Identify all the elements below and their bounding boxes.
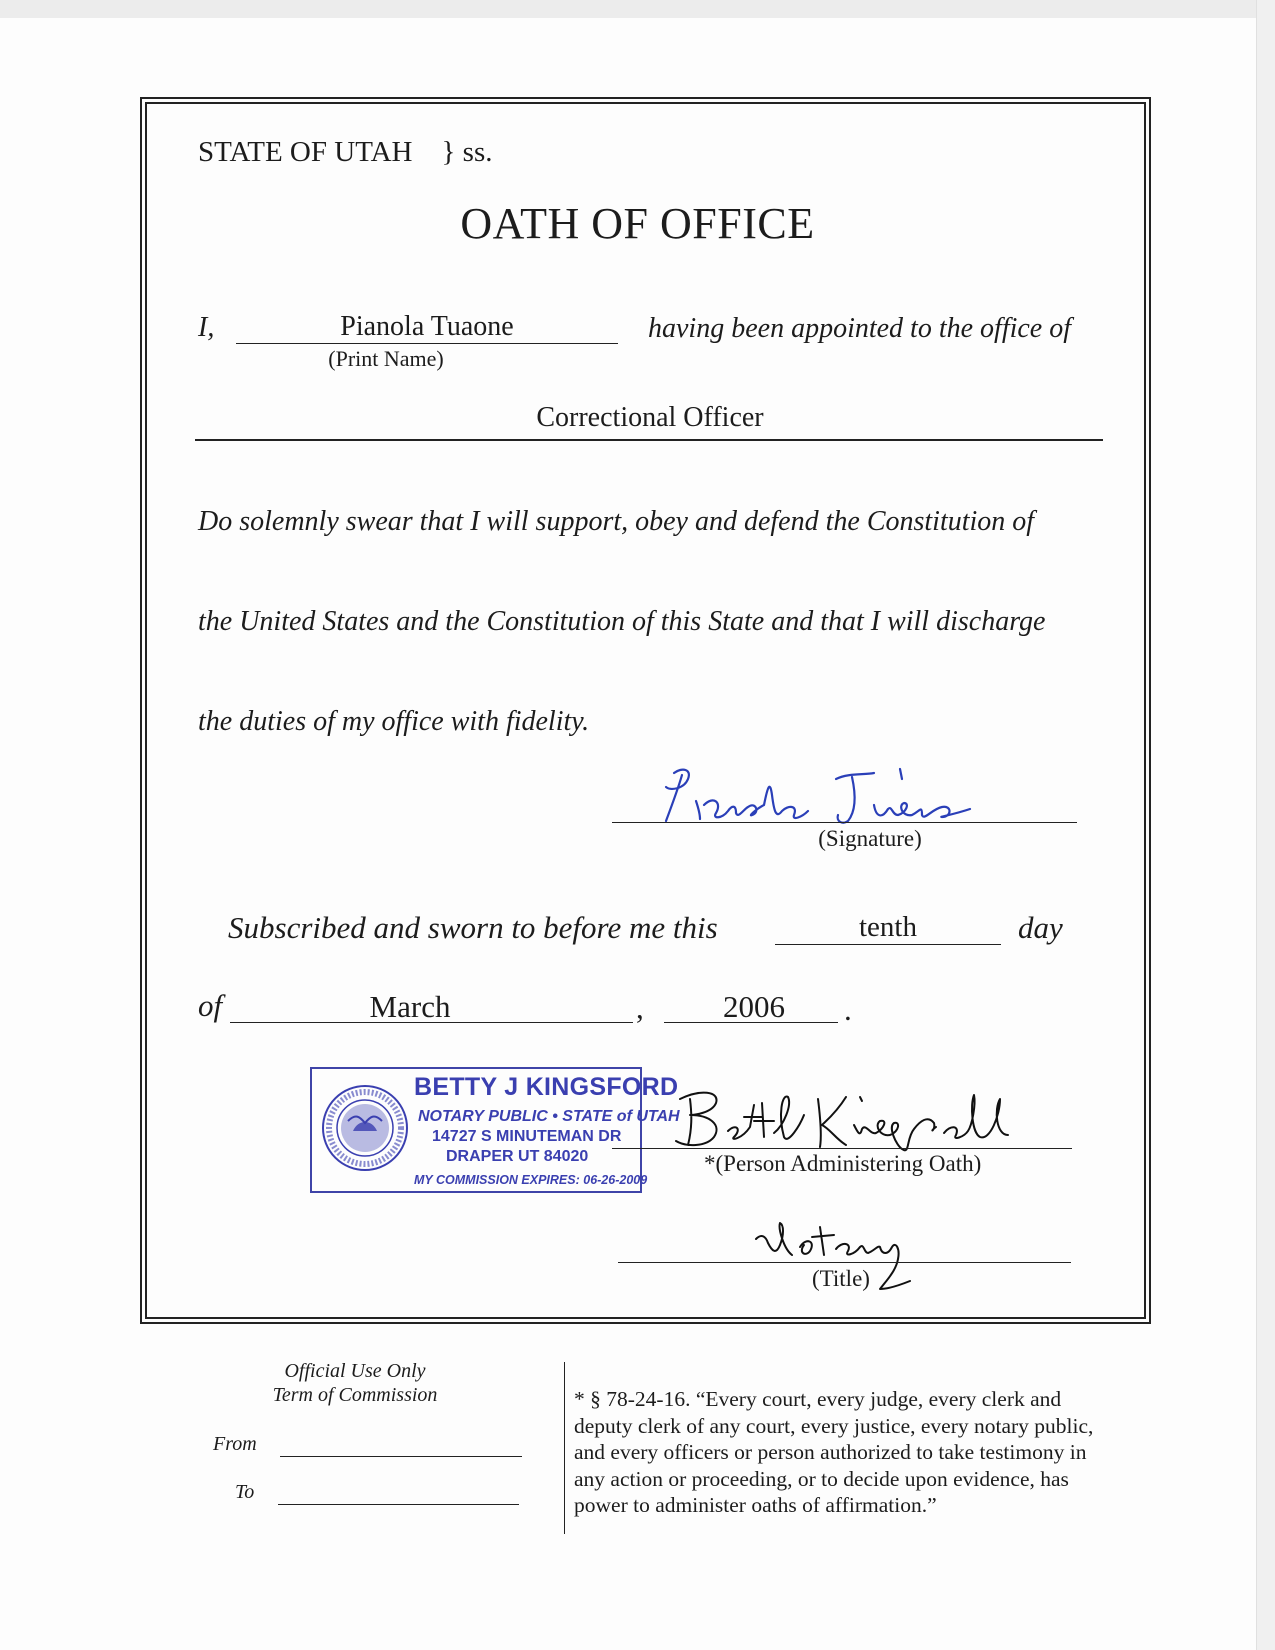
to-label: To <box>235 1481 255 1503</box>
office-line <box>195 439 1103 441</box>
notary-title: NOTARY PUBLIC • STATE of UTAH <box>418 1108 680 1125</box>
term-of-commission-heading: Term of Commission <box>272 1384 438 1406</box>
oath-text-line-2: the United States and the Constitution of this State and that I will discharge <box>198 606 1046 637</box>
day-word: day <box>1018 910 1063 945</box>
print-name-line <box>236 343 618 344</box>
print-name-value: Pianola Tuaone <box>340 311 514 342</box>
month-value: March <box>369 989 451 1024</box>
brace: } <box>441 136 456 168</box>
notary-street: 14727 S MINUTEMAN DR <box>432 1128 622 1145</box>
signature-caption: (Signature) <box>818 826 922 851</box>
footer-divider <box>564 1362 565 1534</box>
venue-line <box>198 136 492 169</box>
period: . <box>844 992 852 1027</box>
notary-stamp <box>310 1067 680 1193</box>
day-value: tenth <box>859 911 917 943</box>
title-caption: (Title) <box>812 1266 870 1291</box>
oath-text-line-1: Do solemnly swear that I will support, obey and defend the Constitution of <box>198 506 1035 537</box>
state-seal-icon <box>320 1083 410 1173</box>
notary-city: DRAPER UT 84020 <box>446 1148 589 1165</box>
title-line <box>618 1262 1071 1263</box>
statute-line: any action or proceeding, or to decide upon evidence, has <box>574 1466 1069 1491</box>
print-name-caption: (Print Name) <box>328 346 444 371</box>
appointed-text: having been appointed to the office of <box>648 313 1072 344</box>
comma: , <box>636 990 644 1025</box>
signature-line <box>612 822 1077 823</box>
i-label: I, <box>198 312 215 343</box>
scan-top-edge <box>0 0 1275 18</box>
statute-line: power to administer oaths of affirmation.” <box>574 1493 937 1517</box>
office-value: Correctional Officer <box>536 402 764 433</box>
of-word: of <box>198 988 223 1023</box>
sworn-prefix: Subscribed and sworn to before me this <box>228 910 718 945</box>
notary-commission-expiry: MY COMMISSION EXPIRES: 06-26-2009 <box>414 1173 648 1187</box>
statute-line: and every officers or person authorized to take testimony in <box>574 1440 1087 1464</box>
administrator-line <box>612 1148 1072 1149</box>
statute-line: deputy clerk of any court, every justice, every notary public, <box>574 1413 1094 1438</box>
handwritten-signature <box>652 765 982 827</box>
state-label: STATE OF UTAH <box>198 136 413 168</box>
statute-line: * § 78-24-16. “Every court, every judge, every clerk and <box>574 1387 1062 1411</box>
notary-name: BETTY J KINGSFORD <box>414 1073 679 1101</box>
administrator-signature <box>670 1085 1050 1155</box>
oath-text-line-3: the duties of my office with fidelity. <box>198 706 590 737</box>
administrator-caption: *(Person Administering Oath) <box>704 1151 982 1176</box>
year-value: 2006 <box>723 989 785 1024</box>
ss-label: ss. <box>462 136 493 168</box>
statute-text <box>574 1386 1093 1519</box>
day-line <box>775 944 1001 945</box>
month-line <box>230 1022 633 1023</box>
year-line <box>664 1022 838 1023</box>
from-label: From <box>213 1433 257 1455</box>
page-title: OATH OF OFFICE <box>460 199 815 248</box>
from-line <box>280 1456 522 1457</box>
to-line <box>278 1504 519 1505</box>
official-use-heading: Official Use Only <box>284 1360 426 1382</box>
